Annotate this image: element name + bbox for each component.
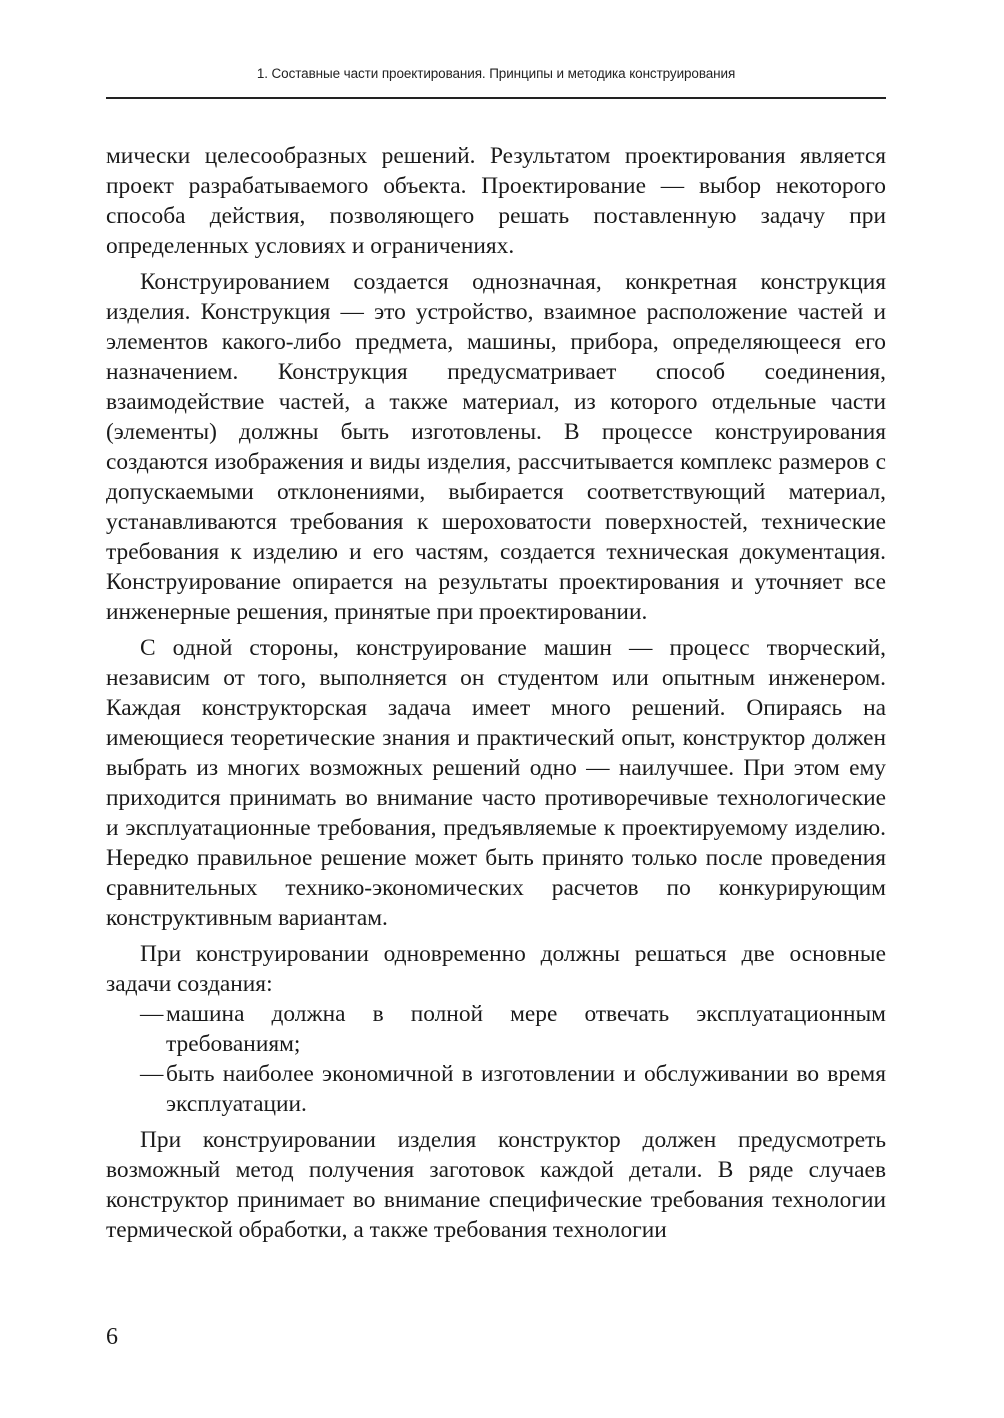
list-dash: — (140, 1001, 164, 1027)
paragraph-3: С одной стороны, конструирование машин — процесс творческий, независим от того, выполняется он студентом или опытным инженером. Каждая конструкторская задача имеет много решений. Опираясь на имеющиеся теоретические знания и практический опыт, конструктор должен выбрать из многих возможных решений одно — наилучшее. При этом ему приходится принимать во внимание часто противоречивые технологические и эксплуатационные требования, предъявляемые к проектируемому изделию. Нередко правильное решение может быть принято только после проведения сравнительных технико-экономических расчетов по конкурирующим конструктивным вариантам. (106, 635, 886, 931)
paragraph-2: Конструированием создается однозначная, конкретная конструкция изделия. Конструкция — это устройство, взаимное расположение частей и элементов какого-либо предмета, машины, прибора, определяющееся его назначением. Конструкция предусматривает способ соединения, взаимодействие частей, а также материал, из которого отдельные части (элементы) должны быть изготовлены. В процессе конструирования создаются изображения и виды изделия, рассчитывается комплекс размеров с допускаемыми отклонениями, выбирается соответствующий материал, устанавливаются требования к шероховатости поверхностей, технические требования к изделию и его частям, создается техническая документация. Конструирование опирается на результаты проектирования и уточняет все инженерные решения, принятые при проектировании. (106, 269, 886, 625)
body-text (106, 141, 886, 1251)
list-item-text: быть наиболее экономичной в изготовлении и обслуживании во время эксплуатации. (166, 1061, 886, 1117)
requirements-list (106, 999, 886, 1119)
running-header: 1. Составные части проектирования. Принципы и методика конструирования (256, 66, 736, 81)
paragraph-5: При конструировании изделия конструктор должен предусмотреть возможный метод получения заготовок каждой детали. В ряде случаев конструктор принимает во внимание специфические требования технологии термической обработки, а также требования технологии (106, 1127, 886, 1243)
paragraph-1: мически целесообразных решений. Результатом проектирования является проект разрабатываемого объекта. Проектирование — выбор некоторого способа действия, позволяющего решать поставленную задачу при определенных условиях и ограничениях. (106, 143, 886, 259)
list-item-text: машина должна в полной мере отвечать эксплуатационным требованиям; (166, 1001, 886, 1057)
page-number: 6 (106, 1324, 118, 1350)
paragraph-4: При конструировании одновременно должны решаться две основные задачи создания: (106, 941, 886, 997)
header-rule (106, 97, 886, 99)
list-item (106, 1059, 886, 1119)
list-item (106, 999, 886, 1059)
list-dash: — (140, 1061, 164, 1087)
